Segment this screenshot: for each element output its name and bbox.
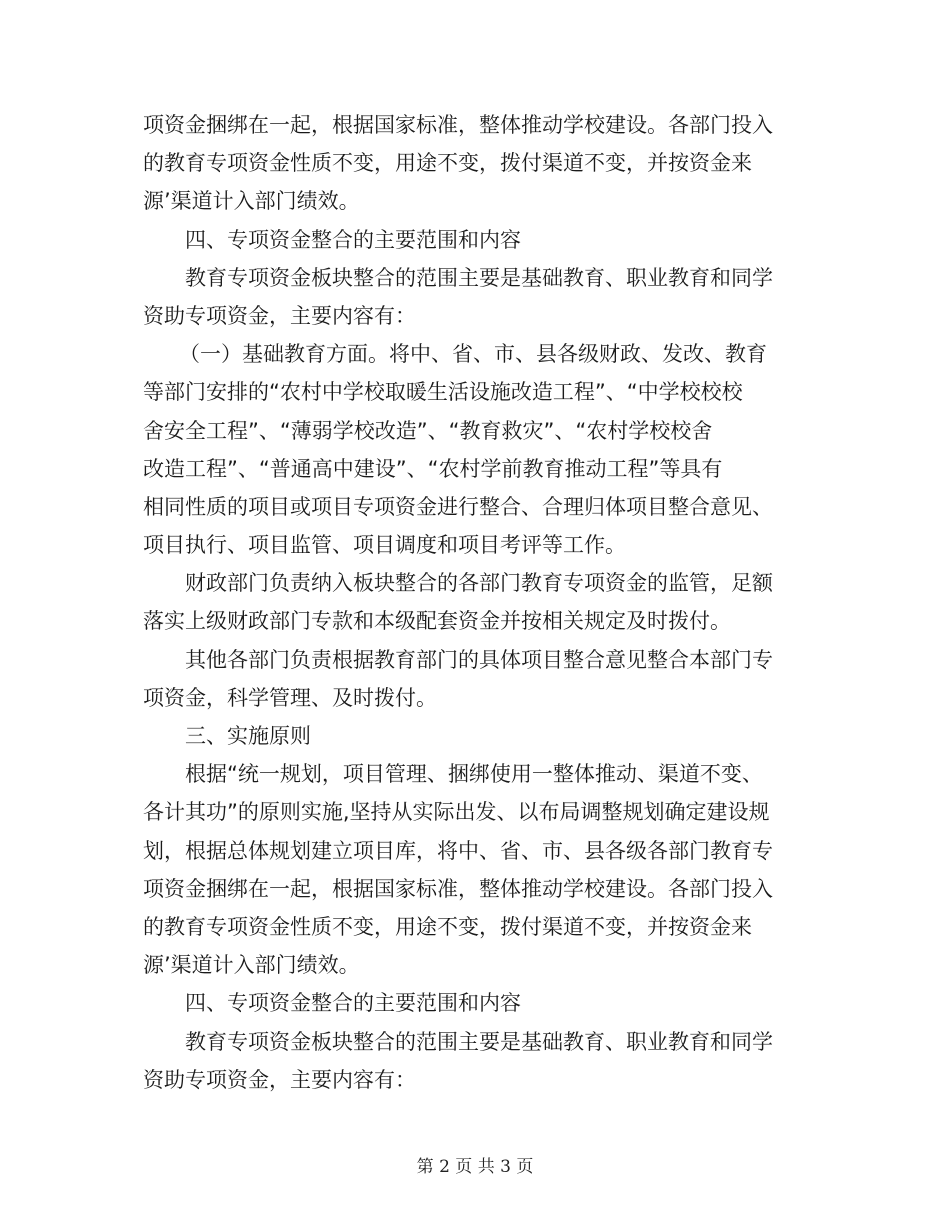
text-line: 划，根据总体规划建立项目库，将中、省、市、县各级各部门教育专: [143, 838, 773, 863]
page-number-footer: 第 2 页 共 3 页: [416, 1157, 534, 1177]
text-line: 落实上级财政部门专款和本级配套资金并按相关规定及时拨付。: [143, 609, 731, 634]
document-body: [143, 106, 803, 1099]
text-line: 相同性质的项目或项目专项资金进行整合、合理归体项目整合意见、: [143, 494, 773, 519]
paragraph-start: 教育专项资金板块整合的范围主要是基础教育、职业教育和同学: [185, 265, 773, 290]
text-line: 的教育专项资金性质不变，用途不变，拨付渠道不变，并按资金来: [143, 914, 752, 939]
paragraph-start: 教育专项资金板块整合的范围主要是基础教育、职业教育和同学: [185, 1029, 773, 1054]
text-line: 源’渠道计入部门绩效。: [143, 953, 360, 978]
paragraph-start: 根据“统一规划，项目管理、捆绑使用一整体推动、渠道不变、: [185, 762, 763, 787]
text-line: 项资金，科学管理、及时拨付。: [143, 685, 437, 710]
text-line: 改造工程”、“普通高中建设”、“农村学前教育推动工程”等具有: [143, 456, 723, 481]
text-line: 项目执行、项目监管、项目调度和项目考评等工作。: [143, 533, 626, 558]
section-heading: 四、专项资金整合的主要范围和内容: [185, 991, 521, 1016]
text-line: 各计其功”的原则实施,坚持从实际出发、以布局调整规划确定建设规: [143, 800, 770, 825]
text-line: 舍安全工程”、“薄弱学校改造”、“教育救灾”、“农村学校校舍: [143, 418, 713, 443]
text-line: 等部门安排的“农村中学校取暖生活设施改造工程”、“中学校校校: [143, 380, 743, 405]
text-line: 源’渠道计入部门绩效。: [143, 189, 360, 214]
text-line: 的教育专项资金性质不变，用途不变，拨付渠道不变，并按资金来: [143, 151, 752, 176]
text-line: 资助专项资金，主要内容有：: [143, 303, 416, 328]
text-line: 资助专项资金，主要内容有：: [143, 1067, 416, 1092]
subsection-heading: （一）基础教育方面。将中、省、市、县各级财政、发改、教育: [179, 342, 767, 367]
text-line: 项资金捆绑在一起，根据国家标准，整体推动学校建设。各部门投入: [143, 113, 773, 137]
section-heading: 三、实施原则: [185, 724, 311, 748]
text-line: 项资金捆绑在一起，根据国家标准，整体推动学校建设。各部门投入: [143, 876, 773, 901]
paragraph-start: 其他各部门负责根据教育部门的具体项目整合意见整合本部门专: [185, 647, 773, 672]
section-heading: 四、专项资金整合的主要范围和内容: [185, 227, 521, 252]
paragraph-start: 财政部门负责纳入板块整合的各部门教育专项资金的监管，足额: [185, 571, 773, 596]
